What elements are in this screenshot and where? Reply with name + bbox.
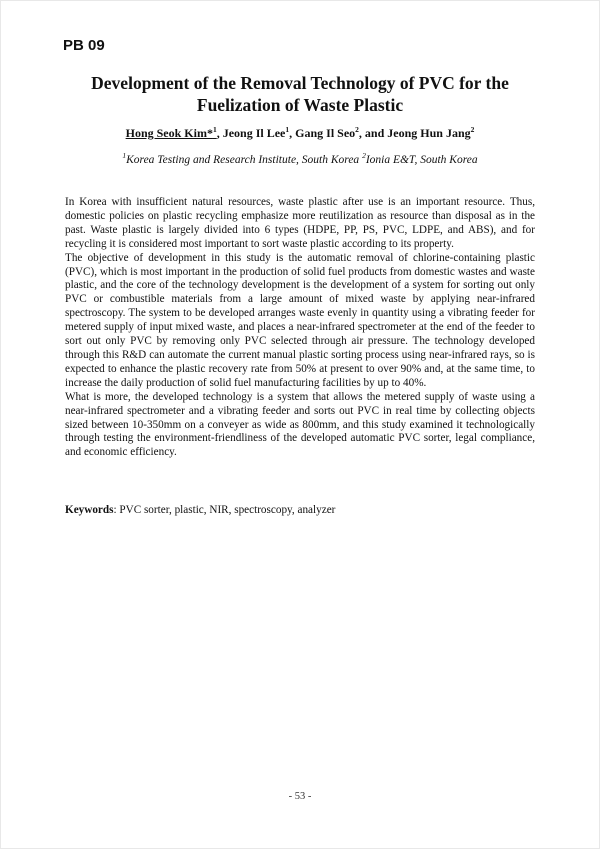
abstract-paragraph: What is more, the developed technology is a system that allows the metered supply of waste using a near-infrared spectrometer and a vibrating feeder and sorts out PVC in real time by collecting objects sized between 10-350mm on a conveyer as wide as 800mm, and this study examined it technologically through testing the environment-friendliness of the developed automatic PVC sorter, legal compliance, and economic efficiency.: [65, 390, 535, 459]
author-name: Jeong Hun Jang: [387, 126, 471, 140]
author-sup: 2: [355, 125, 359, 134]
keywords: [65, 503, 535, 517]
abstract-paragraph: The objective of development in this study is the automatic removal of chlorine-containing plastic (PVC), which is most important in the production of solid fuel products from domestic wastes and waste plastic, and the core of the technology development is the development of a system for sorting out only PVC or combustible materials from a large amount of mixed waste by applying near-infrared spectroscopy. The system to be developed arranges waste evenly in quantity using a vibrating feeder for metered supply of input mixed waste, and places a near-infrared spectrometer at the end of the feeder to sort out only PVC by removing only PVC selected through air pressure. The technology developed through this R&D can automate the current manual plastic sorting process using near-infrared rays, so is expected to enhance the plastic recovery rate from 50% at present to over 90% and, at the same time, to increase the daily production of solid fuel manufacturing facilities by up to 40%.: [65, 251, 535, 389]
author-sup: 1: [212, 125, 217, 134]
author-separator: ,: [289, 126, 296, 140]
author-sup: 2: [470, 125, 475, 134]
author-separator: ,: [216, 126, 223, 140]
affiliation-text: Korea Testing and Research Institute, South Korea: [126, 154, 363, 166]
keywords-text: : PVC sorter, plastic, NIR, spectroscopy, analyzer: [113, 504, 336, 516]
affiliation-text: Ionia E&T, South Korea: [365, 154, 478, 166]
author-separator: , and: [358, 126, 388, 140]
author-name: Jeong Il Lee: [222, 126, 286, 140]
author-list: [60, 125, 540, 141]
author-name: Hong Seok Kim*: [125, 126, 213, 140]
abstract-body: [65, 196, 535, 460]
title-line-2: Fuelization of Waste Plastic: [196, 95, 404, 115]
author: [295, 126, 359, 140]
author-name: Gang Il Seo: [295, 126, 356, 140]
page-number: - 53 -: [288, 791, 312, 802]
author-sup: 1: [285, 125, 290, 134]
paper-title: [60, 72, 540, 116]
author: [126, 126, 217, 140]
abstract-paragraph: In Korea with insufficient natural resources, waste plastic after use is an important resource. Thus, domestic policies on plastic recycling emphasize more reutilization as resource than disposal as in the past. Waste plastic is largely divided into 6 types (HDPE, PP, PS, PVC, LDPE, and ABS), and for recycling it is considered most important to sort waste plastic according to its property.: [65, 196, 535, 250]
author: [223, 126, 289, 140]
affiliation-sup: 2: [362, 151, 366, 161]
title-line-1: Development of the Removal Technology of PVC for the: [91, 73, 509, 93]
affiliations: [60, 152, 540, 168]
poster-code: PB 09: [63, 37, 105, 54]
keywords-label: Keywords: [65, 504, 114, 516]
author: [387, 126, 474, 140]
affiliation-sup: 1: [122, 151, 127, 161]
